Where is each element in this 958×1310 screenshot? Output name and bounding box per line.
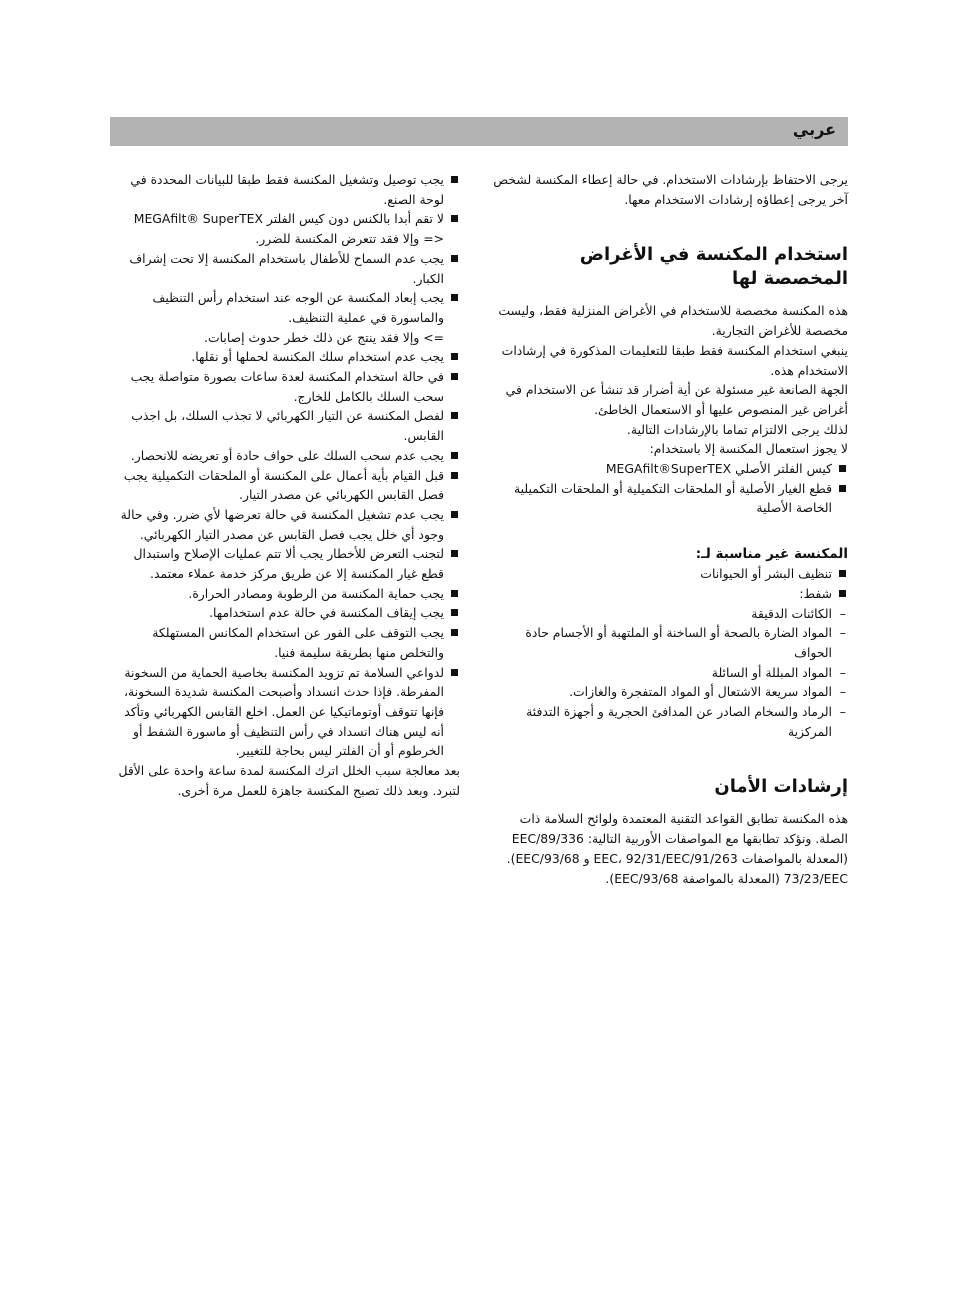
list-item: يجب حماية المكنسة من الرطوبة ومصادر الحرارة. <box>112 584 460 604</box>
intended-use-paragraph: هذه المكنسة مخصصة للاستخدام في الأغراض المنزلية فقط، وليست مخصصة للأغراض التجارية. <box>498 303 848 339</box>
list-item: – المواد سريعة الاشتعال أو المواد المتفجرة والغازات. <box>492 682 848 702</box>
list-item: – الرماد والسخام الصادر عن المدافئ الحجرية و أجهزة التدفئة المركزية <box>492 702 848 741</box>
list-item: قطع الغيار الأصلية أو الملحقات التكميلية أو الملحقات التكميلية الخاصة الأصلية <box>492 479 848 518</box>
intended-use-paragraph: ينبغي استخدام المكنسة فقط طبقا للتعليمات المذكورة في إرشادات الاستخدام هذه. <box>501 342 848 378</box>
suction-exclusions-list <box>492 604 848 742</box>
list-item: قبل القيام بأية أعمال على المكنسة أو الملحقات التكميلية يجب فصل القابس الكهربائي عن مصدر التيار. <box>112 466 460 505</box>
list-item: يجب عدم استخدام سلك المكنسة لحملها أو نقلها. <box>112 347 460 367</box>
list-item: كيس الفلتر الأصلي MEGAfilt®SuperTEX <box>492 459 848 479</box>
list-item: يجب التوقف على الفور عن استخدام المكانس المستهلكة والتخلص منها بطريقة سليمة فنيا. <box>112 623 460 662</box>
allowed-items-list <box>492 459 848 518</box>
safety-heading: إرشادات الأمان <box>714 776 848 798</box>
closing-paragraph: بعد معالجة سبب الخلل اترك المكنسة لمدة ساعة واحدة على الأقل لتبرد. وبعد ذلك تصبح المكنسة جاهزة للعمل مرة أخرى. <box>118 763 460 798</box>
intro-paragraph: يرجى الاحتفاظ بإرشادات الاستخدام. في حالة إعطاء المكنسة لشخص آخر يرجى إعطاؤه إرشادات الاستخدام معها. <box>493 172 848 207</box>
list-item: لفصل المكنسة عن التيار الكهربائي لا تجذب السلك، بل اجذب القابس. <box>112 406 460 445</box>
list-item: يجب عدم تشغيل المكنسة في حالة تعرضها لأي ضرر. وفي حالة وجود أي خلل يجب فصل القابس عن مصدر التيار الكهربائي. <box>112 505 460 544</box>
list-item: لا تقم أبدا بالكنس دون كيس الفلتر MEGAfilt® SuperTEX <= وإلا فقد تتعرض المكنسة للضرر. <box>112 209 460 248</box>
list-item: شفط: <box>492 584 848 604</box>
list-item: لتجنب التعرض للأخطار يجب ألا تتم عمليات الإصلاح واستبدال قطع غيار المكنسة إلا عن طريق مركز خدمة عملاء معتمد. <box>112 544 460 583</box>
list-item: تنظيف البشر أو الحيوانات <box>492 564 848 584</box>
list-item-text: يجب إبعاد المكنسة عن الوجه عند استخدام رأس التنظيف والماسورة في عملية التنظيف. <box>152 290 444 325</box>
right-column <box>492 170 848 888</box>
not-suitable-heading: المكنسة غير مناسبة لـ: <box>695 546 848 563</box>
left-column <box>112 170 460 801</box>
safety-instructions-list <box>112 170 460 761</box>
intended-use-paragraph: لا يجوز استعمال المكنسة إلا باستخدام: <box>649 441 848 457</box>
list-item: يجب عدم السماح للأطفال باستخدام المكنسة إلا تحت إشراف الكبار. <box>112 249 460 288</box>
list-item: يجب توصيل وتشغيل المكنسة فقط طبقا للبيانات المحددة في لوحة الصنع. <box>112 170 460 209</box>
not-suitable-list <box>492 564 848 603</box>
language-header-bar <box>110 117 848 146</box>
list-item: يجب إيقاف المكنسة في حالة عدم استخدامها. <box>112 603 460 623</box>
list-item: – المواد الضارة بالصحة أو الساخنة أو الملتهبة أو الأجسام حادة الحواف <box>492 623 848 662</box>
list-item: – المواد المبللة أو السائلة <box>492 663 848 683</box>
safety-paragraph: هذه المكنسة تطابق القواعد التقنية المعتمدة ولوائح السلامة ذات الصلة. ونؤكد تطابقها مع المواصفات الأوربية التالية: 89/336/EEC (المعدلة بالمواصفات 91/263/EEC، 92/31/EEC و 93/68/EEC). 73/23/EEC (المعدلة بالمواصفة 93/68/EEC). <box>506 811 848 886</box>
intended-use-paragraph: لذلك يرجى الالتزام تماما بالإرشادات التالية. <box>626 421 848 437</box>
list-item <box>112 288 460 347</box>
list-item: في حالة استخدام المكنسة لعدة ساعات بصورة متواصلة يجب سحب السلك بالكامل للخارج. <box>112 367 460 406</box>
intended-use-paragraph: الجهة الصانعة غير مسئولة عن أية أضرار قد تنشأ عن الاستخدام في أغراض غير المنصوص عليها أو الاستعمال الخاطئ. <box>505 382 848 417</box>
injury-note: => وإلا فقد ينتج عن ذلك خطر حدوث إصابات. <box>204 329 444 345</box>
list-item: يجب عدم سحب السلك على حواف حادة أو تعريضه للانحصار. <box>112 446 460 466</box>
intended-use-heading: استخدام المكنسة في الأغراض المخصصة لها <box>579 244 848 290</box>
language-title: عربي <box>792 120 836 139</box>
list-item: – الكائنات الدقيقة <box>492 604 848 624</box>
list-item: لدواعي السلامة تم تزويد المكنسة بخاصية الحماية من السخونة المفرطة. فإذا حدث انسداد وأصبحت المكنسة شديدة السخونة، فإنها تتوقف أوتوماتيكيا عن العمل. اخلع القابس الكهربائي وتأكد أنه ليس هناك انسداد في رأس التنظيف أو ماسورة الشفط أو الخرطوم أو أن الفلتر ليس بحاجة للتغيير. <box>112 663 460 762</box>
